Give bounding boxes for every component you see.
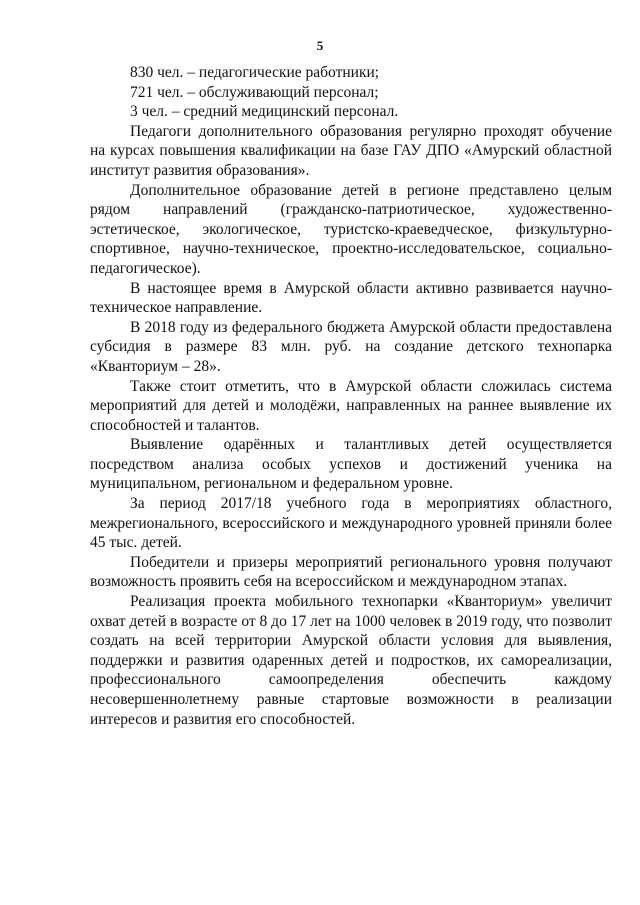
staff-line: 3 чел. – средний медицинский персонал. xyxy=(130,103,399,121)
staff-line: 721 чел. – обслуживающий персонал; xyxy=(130,83,379,101)
paragraph: В настоящее время в Амурской области активно развивается научно-техническое направление. xyxy=(90,279,612,317)
paragraph: Реализация проекта мобильного технопарки «Кванториум» увеличит охват детей в возрасте от 8 до 17 лет на 1000 человек в 2019 году, что позволит создать на всей территории Амурской области условия для выявления, поддержки и развития одаренных детей и подростков, их самореализации, профессионального самоопределения обеспечить каждому несовершеннолетнему равные стартовые возможности в реализации интересов и развития его способностей. xyxy=(90,593,612,728)
paragraph: Педагоги дополнительного образования регулярно проходят обучение на курсах повышения квалификации на базе ГАУ ДПО «Амурский областной институт развития образования». xyxy=(90,122,612,179)
paragraph: В 2018 году из федерального бюджета Амурской области предоставлена субсидия в размере 83 млн. руб. на создание детского технопарка «Кванториум – 28». xyxy=(90,318,612,375)
paragraph: Выявление одарённых и талантливых детей осуществляется посредством анализа особых успехов и достижений ученика на муниципальном, региональном и федеральном уровне. xyxy=(90,436,612,493)
page-number: 5 xyxy=(316,38,324,53)
body-text xyxy=(90,63,612,729)
staff-line: 830 чел. – педагогические работники; xyxy=(130,64,380,81)
paragraph: Победители и призеры мероприятий регионального уровня получают возможность проявить себя на всероссийском и международном этапах. xyxy=(90,553,612,591)
paragraph: Также стоит отметить, что в Амурской области сложилась система мероприятий для детей и молодёжи, направленных на раннее выявление их способностей и талантов. xyxy=(90,377,612,434)
paragraph: Дополнительное образование детей в регионе представлено целым рядом направлений (гражданско-патриотическое, художественно-эстетическое, экологическое, туристско-краеведческое, физкультурно-спортивное, научно-техническое, проектно-исследовательское, социально-педагогическое). xyxy=(90,181,612,277)
paragraph: За период 2017/18 учебного года в мероприятиях областного, межрегионального, всероссийского и международного уровней приняли более 45 тыс. детей. xyxy=(90,495,612,552)
